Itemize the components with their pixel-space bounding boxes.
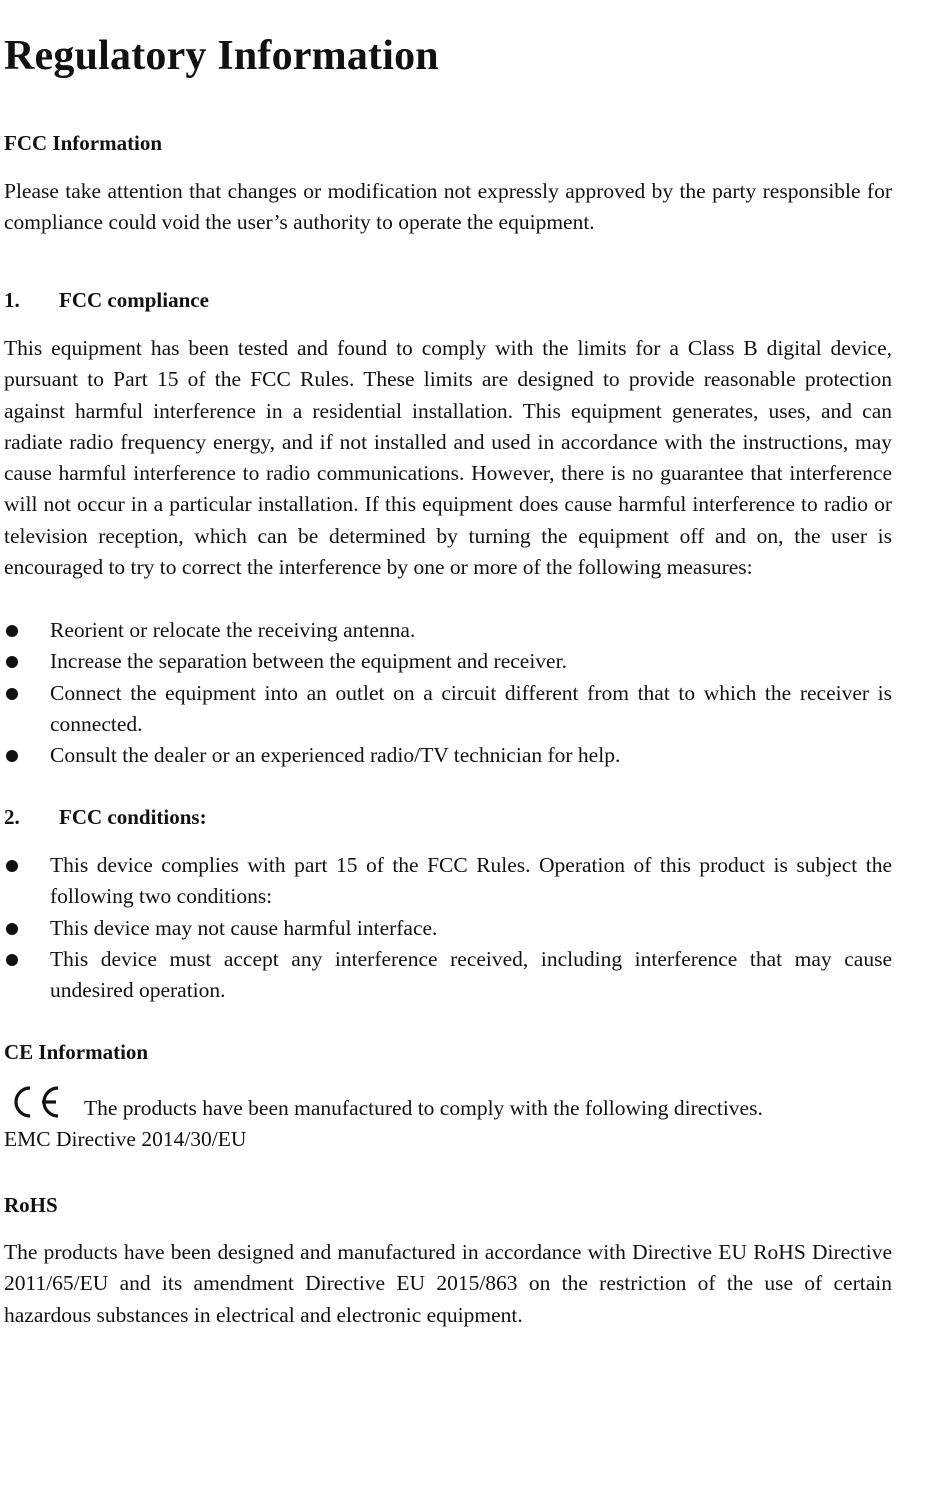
ce-statement: The products have been manufactured to comply with the following directives.: [84, 1096, 763, 1120]
bullet-icon: [6, 750, 18, 762]
list-item: This device may not cause harmful interface.: [4, 913, 892, 944]
ce-information-heading: CE Information: [4, 1040, 149, 1064]
fcc-compliance-paragraph: This equipment has been tested and found to comply with the limits for a Class B digital device, pursuant to Part 15 of the FCC Rules. These limits are designed to provide reasonable protection against harmful interference in a residential installation. This equipment generates, uses, and can radiate radio frequency energy, and if not installed and used in accordance with the instructions, may cause harmful interference to radio communications. However, there is no guarantee that interference will not occur in a particular installation. If this equipment does cause harmful interference to radio or television reception, which can be determined by turning the equipment off and on, the user is encouraged to try to correct the interference by one or more of the following measures:: [4, 336, 892, 580]
ce-mark-icon: [8, 1084, 64, 1120]
fcc-conditions-title: FCC conditions:: [59, 805, 207, 829]
fcc-compliance-number: 1.: [4, 288, 20, 312]
bullet-icon: [6, 656, 18, 668]
list-item: Consult the dealer or an experienced radio/TV technician for help.: [4, 740, 892, 771]
fcc-conditions-number: 2.: [4, 805, 20, 829]
bullet-icon: [6, 625, 18, 637]
fcc-conditions-list: [4, 850, 892, 1006]
fcc-information-heading: FCC Information: [4, 131, 163, 155]
bullet-icon: [6, 860, 18, 872]
list-item: Connect the equipment into an outlet on a circuit different from that to which the receiver is connected.: [4, 678, 892, 741]
rohs-heading: RoHS: [4, 1193, 58, 1217]
fcc-intro-paragraph: Please take attention that changes or modification not expressly approved by the party responsible for compliance could void the user’s authority to operate the equipment.: [4, 179, 892, 235]
fcc-measures-list: [4, 615, 892, 771]
fcc-conditions-heading: [4, 805, 207, 830]
fcc-compliance-title: FCC compliance: [59, 288, 209, 312]
list-item: This device complies with part 15 of the FCC Rules. Operation of this product is subject the following two conditions:: [4, 850, 892, 913]
list-item: Increase the separation between the equipment and receiver.: [4, 646, 892, 677]
fcc-compliance-heading: [4, 288, 209, 313]
list-item: This device must accept any interference received, including interference that may cause undesired operation.: [4, 944, 892, 1007]
bullet-icon: [6, 954, 18, 966]
list-item: Reorient or relocate the receiving antenna.: [4, 615, 892, 646]
bullet-icon: [6, 688, 18, 700]
rohs-paragraph: The products have been designed and manufactured in accordance with Directive EU RoHS Directive 2011/65/EU and its amendment Directive EU 2015/863 on the restriction of the use of certain hazardous substances in electrical and electronic equipment.: [4, 1240, 892, 1327]
page-title: Regulatory Information: [4, 33, 439, 79]
emc-directive: EMC Directive 2014/30/EU: [4, 1127, 247, 1151]
bullet-icon: [6, 923, 18, 935]
